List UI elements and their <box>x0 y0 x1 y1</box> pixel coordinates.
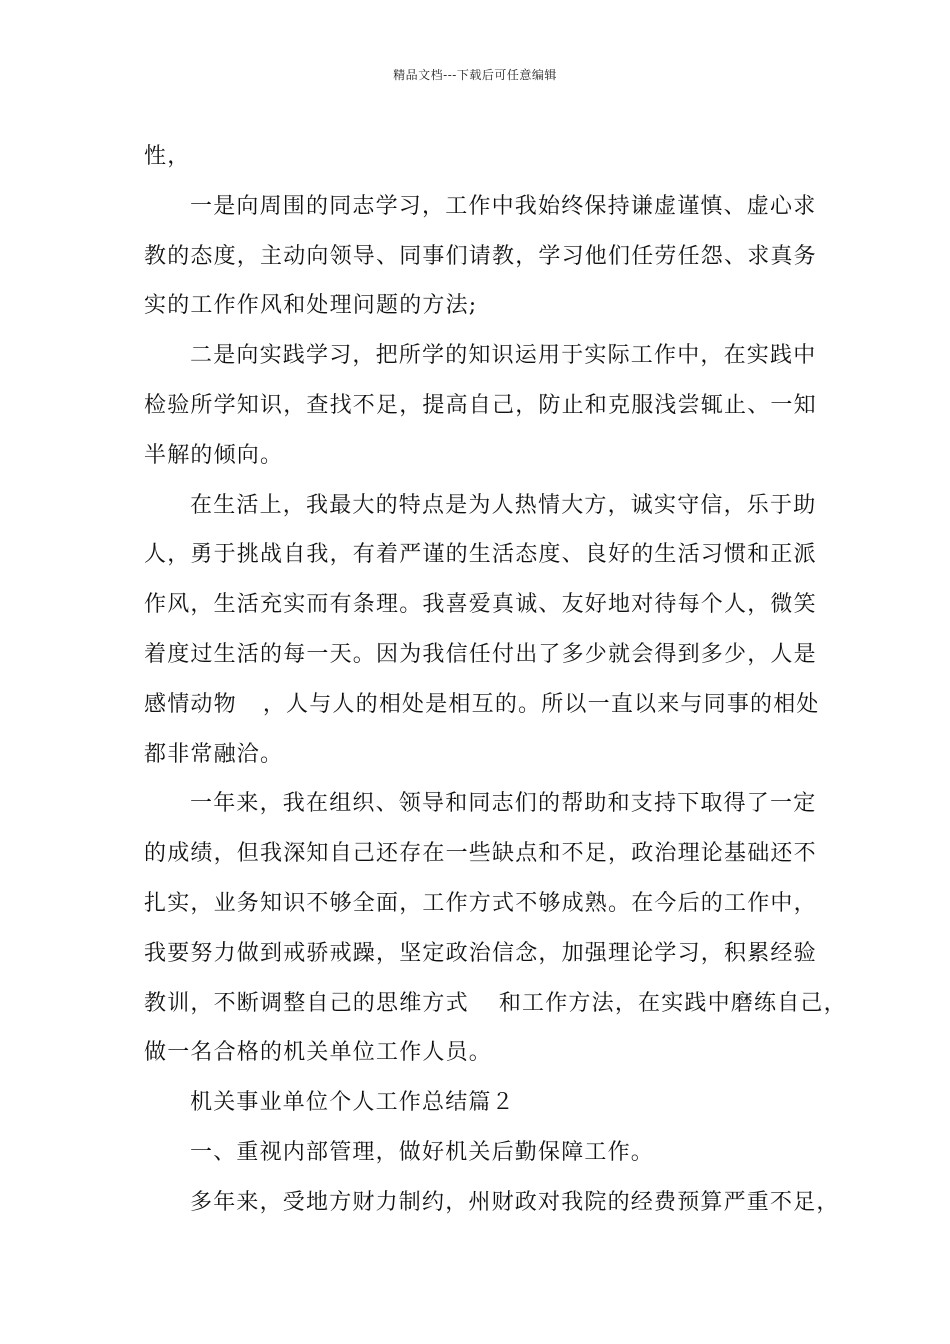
text-segment: 教训，不断调整自己的思维方式 <box>144 990 469 1016</box>
text-line: 人，勇于挑战自我，有着严谨的生活态度、良好的生活习惯和正派 <box>144 542 817 568</box>
page-header: 精品文档---下载后可任意编辑 <box>393 68 557 82</box>
text-line: 半解的倾向。 <box>144 442 284 468</box>
section-heading: 机关事业单位个人工作总结篇２ <box>190 1090 515 1116</box>
text-line: 二是向实践学习，把所学的知识运用于实际工作中，在实践中 <box>190 343 817 369</box>
text-line: 一年来，我在组织、领导和同志们的帮助和支持下取得了一定 <box>190 791 817 817</box>
text-line: 我要努力做到戒骄戒躁，坚定政治信念，加强理论学习，积累经验 <box>144 940 817 966</box>
text-line: 扎实，业务知识不够全面，工作方式不够成熟。在今后的工作中， <box>144 890 817 916</box>
text-segment: ，人与人的相处是相互的。所以一直以来与同事的相处 <box>262 691 820 717</box>
document-body <box>144 132 847 1228</box>
subsection-heading: 一、重视内部管理，做好机关后勤保障工作。 <box>190 1139 655 1165</box>
text-line: 做一名合格的机关单位工作人员。 <box>144 1040 493 1066</box>
text-line: 一是向周围的同志学习，工作中我始终保持谦虚谨慎、虚心求 <box>190 193 817 219</box>
text-line: 教的态度，主动向领导、同事们请教，学习他们任劳任怨、求真务 <box>144 243 817 269</box>
text-line: 在生活上，我最大的特点是为人热情大方，诚实守信，乐于助 <box>190 492 817 518</box>
text-segment: 和工作方法，在实践中磨练自己， <box>498 990 847 1016</box>
text-line: 作风，生活充实而有条理。我喜爱真诚、友好地对待每个人，微笑 <box>144 592 817 618</box>
text-line <box>144 680 834 730</box>
text-line: 多年来，受地方财力制约，州财政对我院的经费预算严重不足， <box>190 1189 840 1215</box>
text-line: 的成绩，但我深知自己还存在一些缺点和不足，政治理论基础还不 <box>144 841 817 867</box>
text-line <box>144 979 847 1029</box>
text-segment: 感情动物 <box>144 691 237 717</box>
text-line: 实的工作作风和处理问题的方法; <box>144 293 478 319</box>
text-line: 都非常融洽。 <box>144 741 284 767</box>
text-line: 着度过生活的每一天。因为我信任付出了多少就会得到多少，人是 <box>144 641 817 667</box>
text-line: 性， <box>144 144 191 169</box>
text-line: 检验所学知识，查找不足，提高自己，防止和克服浅尝辄止、一知 <box>144 392 817 418</box>
